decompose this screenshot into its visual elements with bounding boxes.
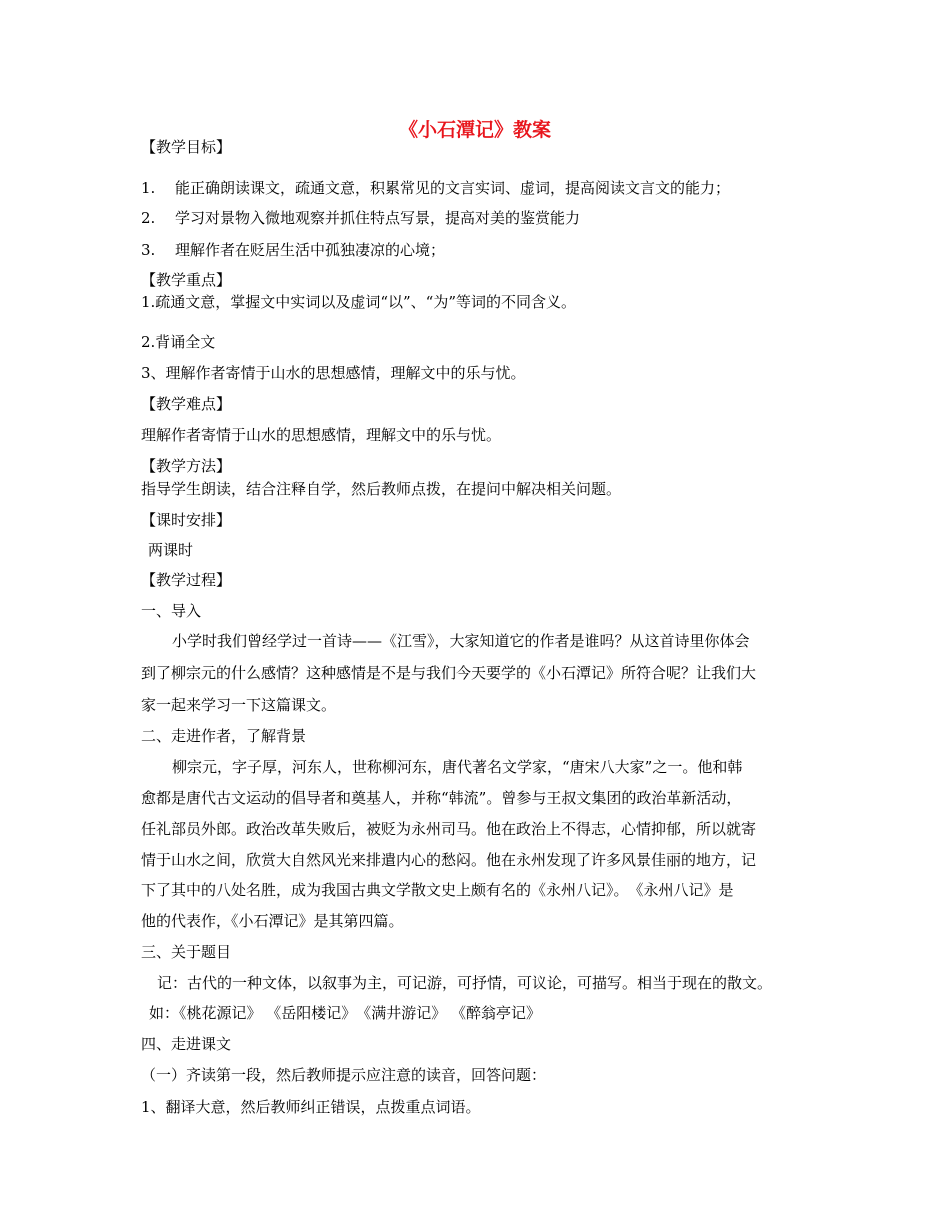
section-2-heading: 二、走进作者，了解背景 <box>141 727 307 745</box>
goal-item-3 <box>141 239 445 261</box>
section-3-heading: 三、关于题目 <box>141 943 232 961</box>
key-point-1: 1.疏通文意，掌握文中实词以及虚词“以”、“为”等词的不同含义。 <box>141 293 576 311</box>
document-title: 《小石潭记》教案 <box>398 119 551 141</box>
paragraph-line: （一）齐读第一段，然后教师提示应注意的读音，回答问题： <box>141 1066 547 1084</box>
method-text: 指导学生朗读，结合注释自学，然后教师点拨，在提问中解决相关问题。 <box>141 480 622 498</box>
goal-item-1 <box>141 177 730 199</box>
goal-item-2 <box>141 207 580 229</box>
section-1-heading: 一、导入 <box>141 602 202 620</box>
key-point-2: 2.背诵全文 <box>141 333 216 351</box>
paragraph-line: 小学时我们曾经学过一首诗——《江雪》，大家知道它的作者是谁吗？从这首诗里你体会 <box>172 632 750 650</box>
paragraph-line: 情于山水之间，欣赏大自然风光来排遣内心的愁闷。他在永州发现了许多风景佳丽的地方，记 <box>141 851 757 869</box>
paragraph-line: 1、翻译大意，然后教师纠正错误，点拨重点词语。 <box>141 1098 481 1116</box>
paragraph-line: 柳宗元，字子厚，河东人，世称柳河东，唐代著名文学家，“唐宋八大家”之一。他和韩 <box>172 758 743 776</box>
goals-heading: 【教学目标】 <box>141 138 232 156</box>
goal-number: 1. <box>141 179 156 197</box>
goal-number: 2. <box>141 209 156 227</box>
difficulty-text: 理解作者寄情于山水的思想感情，理解文中的乐与忧。 <box>141 426 502 444</box>
paragraph-line: 家一起来学习一下这篇课文。 <box>141 696 337 714</box>
process-heading: 【教学过程】 <box>141 571 232 589</box>
paragraph-line: 如：《桃花源记》 《岳阳楼记》 《满井游记》 《醉翁亭记》 <box>149 1004 542 1022</box>
goal-text: 学习对景物入微地观察并抓住特点写景，提高对美的鉴赏能力 <box>175 209 581 227</box>
schedule-heading: 【课时安排】 <box>141 511 232 529</box>
section-4-heading: 四、走进课文 <box>141 1035 232 1053</box>
paragraph-line: 愈都是唐代古文运动的倡导者和奠基人，并称“韩流”。曾参与王叔文集团的政治革新活动， <box>141 789 742 807</box>
paragraph-line: 记：古代的一种文体，以叙事为主，可记游，可抒情，可议论，可描写。相当于现在的散文。 <box>157 974 773 992</box>
goal-number: 3. <box>141 241 156 259</box>
method-heading: 【教学方法】 <box>141 457 232 475</box>
goal-text: 理解作者在贬居生活中孤独凄凉的心境； <box>175 241 446 259</box>
paragraph-line: 到了柳宗元的什么感情？这种感情是不是与我们今天要学的《小石潭记》所符合呢？让我们大 <box>141 664 757 682</box>
key-point-3: 3、理解作者寄情于山水的思想感情，理解文中的乐与忧。 <box>141 364 526 382</box>
goal-text: 能正确朗读课文，疏通文意，积累常见的文言实词、虚词，提高阅读文言文的能力； <box>175 179 731 197</box>
difficulty-heading: 【教学难点】 <box>141 395 232 413</box>
schedule-text: 两课时 <box>148 541 194 559</box>
key-points-heading: 【教学重点】 <box>141 271 232 289</box>
paragraph-line: 他的代表作，《小石潭记》是其第四篇。 <box>141 912 404 930</box>
paragraph-line: 任礼部员外郎。政治改革失败后，被贬为永州司马。他在政治上不得志，心情抑郁，所以就寄 <box>141 820 757 838</box>
paragraph-line: 下了其中的八处名胜，成为我国古典文学散文史上颇有名的《永州八记》。 《永州八记》是 <box>141 881 734 899</box>
